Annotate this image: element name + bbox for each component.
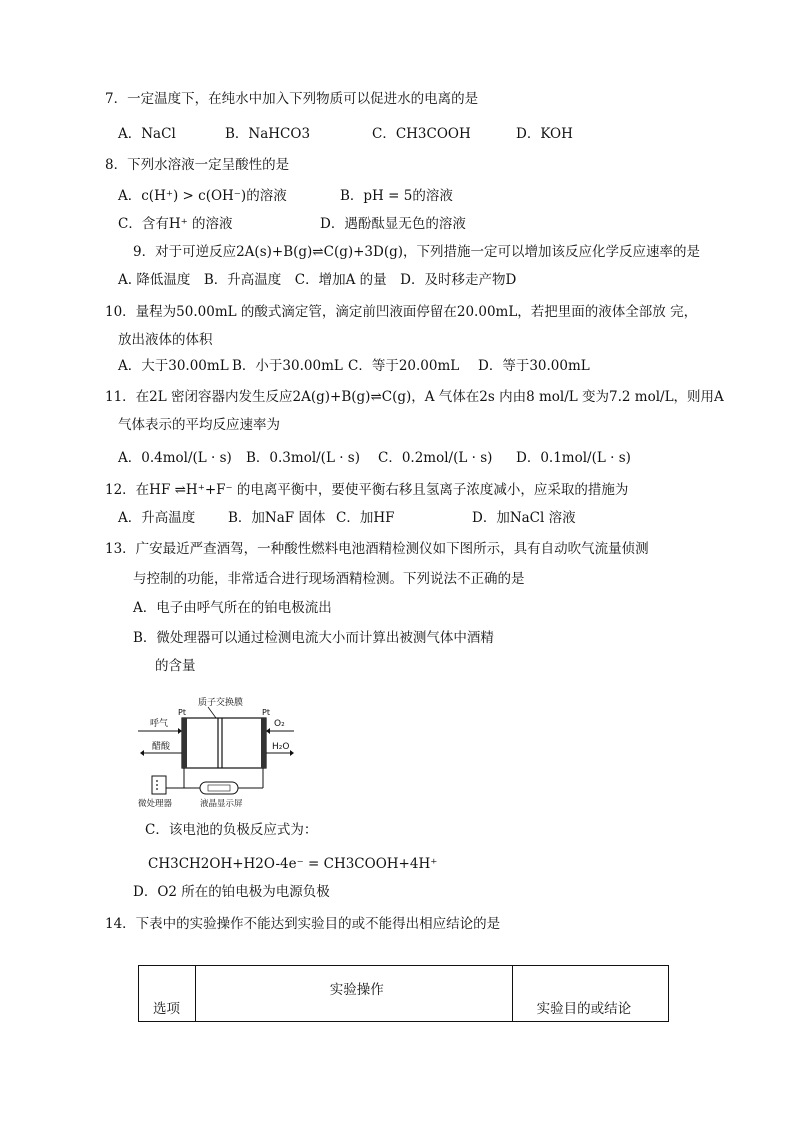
acetic-acid-label: 醋酸 — [152, 742, 171, 752]
table-header-option-cell — [139, 966, 196, 1022]
q12-option-d: D．加NaCl 溶液 — [472, 510, 576, 526]
q7-option-b: B．NaHCO3 — [225, 126, 311, 142]
q10-option-c: C．等于20.00mL — [348, 358, 460, 374]
q10-option-a: A．大于30.00mL — [118, 358, 229, 374]
q10-stem-line2: 放出液体的体积 — [118, 332, 213, 348]
q11-option-c: C．0.2mol/(L · s) — [378, 450, 493, 466]
q11-option-a: A．0.4mol/(L · s) — [118, 450, 232, 466]
q12-option-c: C．加HF — [336, 510, 395, 526]
q14-stem: 14．下表中的实验操作不能达到实验目的或不能得出相应结论的是 — [105, 916, 501, 932]
microprocessor-box — [152, 776, 166, 794]
pt-right-label: Pt — [262, 708, 270, 717]
q12-option-b: B．加NaF 固体 — [228, 510, 326, 526]
q9-stem: 9．对于可逆反应2A(s)+B(g)⇌C(g)+3D(g)，下列措施一定可以增加该反应化学反应速率的是 — [133, 244, 701, 260]
q8-option-b: B．pH = 5的溶液 — [340, 188, 453, 204]
left-electrode — [182, 718, 187, 768]
table-header-option: 选项 — [153, 1001, 180, 1017]
q10-option-b: B．小于30.00mL — [232, 358, 343, 374]
q7-option-a: A．NaCl — [118, 126, 176, 142]
q7-option-d: D．KOH — [516, 126, 573, 142]
q11-option-b: B．0.3mol/(L · s) — [246, 450, 360, 466]
q13-option-d: D．O2 所在的铂电极为电源负极 — [133, 884, 330, 900]
breath-label: 呼气 — [150, 719, 169, 729]
q7-option-c: C．CH3COOH — [372, 126, 471, 142]
q8-option-d: D．遇酚酞显无色的溶液 — [320, 216, 466, 232]
table-header-purpose: 实验目的或结论 — [536, 1001, 632, 1017]
table-header-purpose-cell — [512, 966, 668, 1022]
q10-stem-line1: 10．量程为50.00mL 的酸式滴定管，滴定前凹液面停留在20.00mL，若把里面的液体全部放 完， — [105, 304, 698, 320]
experiment-table — [138, 965, 669, 1022]
q10-option-d: D．等于30.00mL — [478, 358, 590, 374]
q13-stem-line1: 13．广安最近严查酒驾，一种酸性燃料电池酒精检测仪如下图所示，具有自动吹气流量侦测 — [105, 541, 649, 557]
table-header-row — [139, 966, 669, 1022]
cell-body — [182, 718, 266, 768]
microprocessor-label: 微处理器 — [138, 799, 173, 808]
q11-option-d: D．0.1mol/(L · s) — [516, 450, 631, 466]
q8-option-a: A．c(H⁺) > c(OH⁻)的溶液 — [118, 188, 287, 204]
table-header-operation-cell — [195, 966, 512, 1022]
fuel-cell-diagram — [138, 696, 294, 808]
q11-stem-line1: 11．在2L 密闭容器内发生反应2A(g)+B(g)⇌C(g)，A 气体在2s 内由8 mol/L 变为7.2 mol/L，则用A — [105, 389, 724, 405]
q7-stem: 7．一定温度下，在纯水中加入下列物质可以促进水的电离的是 — [105, 91, 479, 107]
q11-stem-line2: 气体表示的平均反应速率为 — [118, 417, 280, 433]
q13-option-c-line1: C．该电池的负极反应式为： — [145, 822, 318, 838]
q13-option-a: A．电子由呼气所在的铂电极流出 — [133, 600, 332, 616]
q8-stem: 8．下列水溶液一定呈酸性的是 — [105, 157, 290, 173]
o2-label: O₂ — [274, 719, 285, 729]
q9-options: A. 降低温度 B．升高温度 C．增加A 的量 D．及时移走产物D — [118, 272, 517, 288]
pt-left-label: Pt — [178, 708, 186, 717]
q8-option-c: C．含有H⁺ 的溶液 — [118, 216, 233, 232]
q12-option-a: A．升高温度 — [118, 510, 196, 526]
lcd-label: 液晶显示屏 — [200, 799, 243, 808]
right-electrode — [261, 718, 266, 768]
q13-stem-line2: 与控制的功能，非常适合进行现场酒精检测。下列说法不正确的是 — [133, 571, 525, 587]
q13-option-b-line2: 的含量 — [155, 658, 196, 674]
water-label: H₂O — [272, 742, 290, 752]
q13-option-b-line1: B．微处理器可以通过检测电流大小而计算出被测气体中酒精 — [133, 630, 494, 646]
table-header-operation: 实验操作 — [329, 982, 384, 998]
q13-option-c-line2: CH3CH2OH+H2O-4e⁻ = CH3COOH+4H⁺ — [148, 856, 438, 872]
q12-stem: 12．在HF ⇌H⁺+F⁻ 的电离平衡中，要使平衡右移且氢离子浓度减小，应采取的措施为 — [105, 482, 629, 498]
membrane-label: 质子交换膜 — [198, 698, 244, 708]
